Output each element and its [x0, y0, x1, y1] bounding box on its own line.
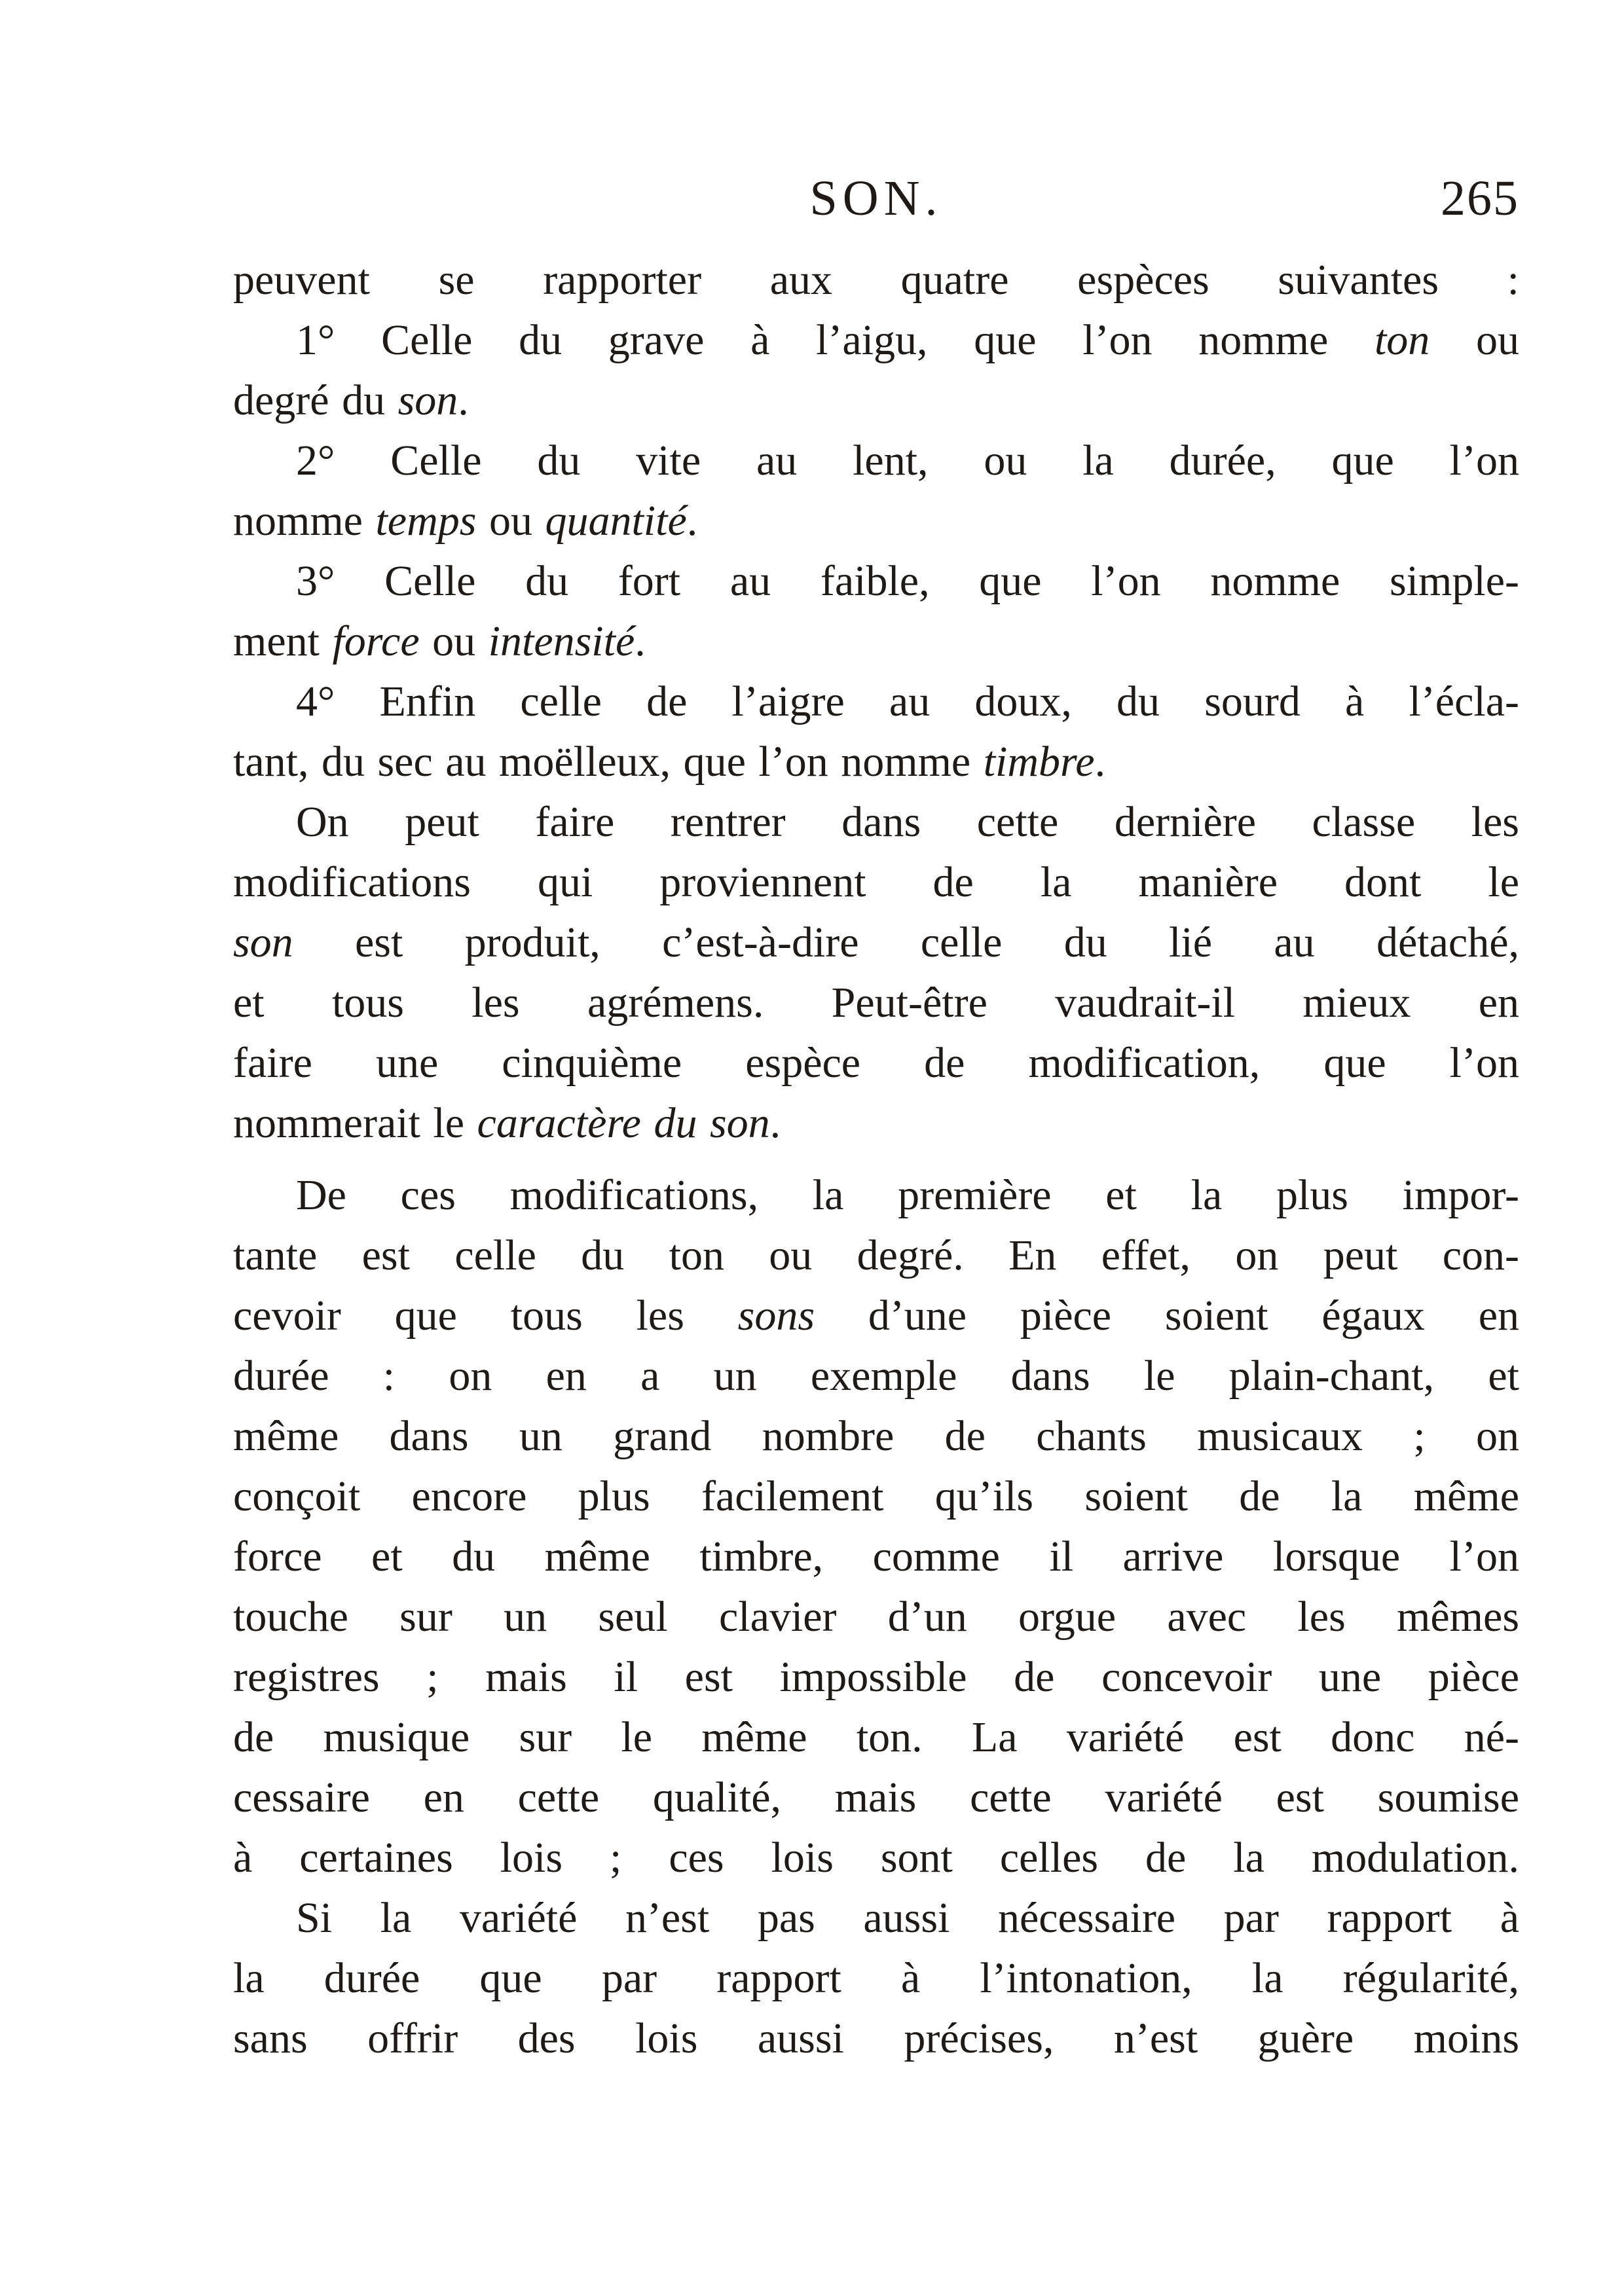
text-line: nommerait le caractère du son. [233, 1099, 781, 1147]
text-line: On peut faire rentrer dans cette dernière classe les [296, 798, 1519, 846]
text-line: peuvent se rapporter aux quatre espèces suivantes : [233, 256, 1519, 304]
paragraph-gap [233, 1154, 1519, 1165]
text-line: même dans un grand nombre de chants musicaux ; on [233, 1412, 1519, 1460]
page-number: 265 [1441, 171, 1519, 226]
italic-term: son [233, 919, 293, 966]
text-line: conçoit encore plus facilement qu’ils soient de la même [233, 1472, 1519, 1520]
text-line: touche sur un seul clavier d’un orgue avec les mêmes [233, 1593, 1519, 1641]
italic-term: ton [1374, 316, 1430, 364]
text-line: à certaines lois ; ces lois sont celles de la modulation. [233, 1834, 1519, 1882]
italic-term: timbre [983, 738, 1095, 786]
text-line: ment force ou intensité. [233, 617, 646, 665]
italic-term: intensité [488, 617, 635, 665]
text-line: Si la variété n’est pas aussi nécessaire par rapport à [296, 1894, 1519, 1942]
italic-term: caractère du son [477, 1099, 770, 1147]
text-line: tante est celle du ton ou degré. En effet, on peut con- [233, 1231, 1519, 1279]
text-line: 2° Celle du vite au lent, ou la durée, que l’on [296, 437, 1519, 484]
running-title: SON. [809, 171, 943, 226]
italic-term: quantité [545, 497, 687, 545]
body-text [233, 250, 1519, 2069]
text-line: 4° Enfin celle de l’aigre au doux, du sourd à l’écla- [296, 678, 1519, 725]
text-line: faire une cinquième espèce de modification, que l’on [233, 1039, 1519, 1087]
text-line: la durée que par rapport à l’intonation, la régularité, [233, 1954, 1519, 2002]
italic-term: sons [737, 1292, 815, 1339]
text-line: degré du son. [233, 376, 469, 424]
text-line: 3° Celle du fort au faible, que l’on nomme simple- [296, 557, 1519, 605]
text-line: son est produit, c’est-à-dire celle du lié au détaché, [233, 919, 1519, 966]
text-line: registres ; mais il est impossible de concevoir une pièce [233, 1653, 1519, 1701]
text-line: et tous les agrémens. Peut-être vaudrait-il mieux en [233, 979, 1519, 1027]
text-line: 1° Celle du grave à l’aigu, que l’on nomme ton ou [296, 316, 1520, 364]
running-head [233, 169, 1519, 228]
text-line: durée : on en a un exemple dans le plain-chant, et [233, 1352, 1519, 1400]
text-line: tant, du sec au moëlleux, que l’on nomme timbre. [233, 738, 1106, 786]
text-line: sans offrir des lois aussi précises, n’est guère moins [233, 2014, 1519, 2062]
text-line: force et du même timbre, comme il arrive lorsque l’on [233, 1533, 1519, 1580]
text-line: cevoir que tous les sons d’une pièce soient égaux en [233, 1292, 1519, 1339]
italic-term: temps [375, 497, 477, 545]
text-line: modifications qui proviennent de la manière dont le [233, 858, 1519, 906]
text-line: De ces modifications, la première et la plus impor- [296, 1171, 1519, 1219]
italic-term: son [397, 376, 458, 424]
text-line: de musique sur le même ton. La variété est donc né- [233, 1713, 1519, 1761]
italic-term: force [332, 617, 420, 665]
text-line: cessaire en cette qualité, mais cette variété est soumise [233, 1774, 1519, 1821]
text-line: nomme temps ou quantité. [233, 497, 698, 545]
